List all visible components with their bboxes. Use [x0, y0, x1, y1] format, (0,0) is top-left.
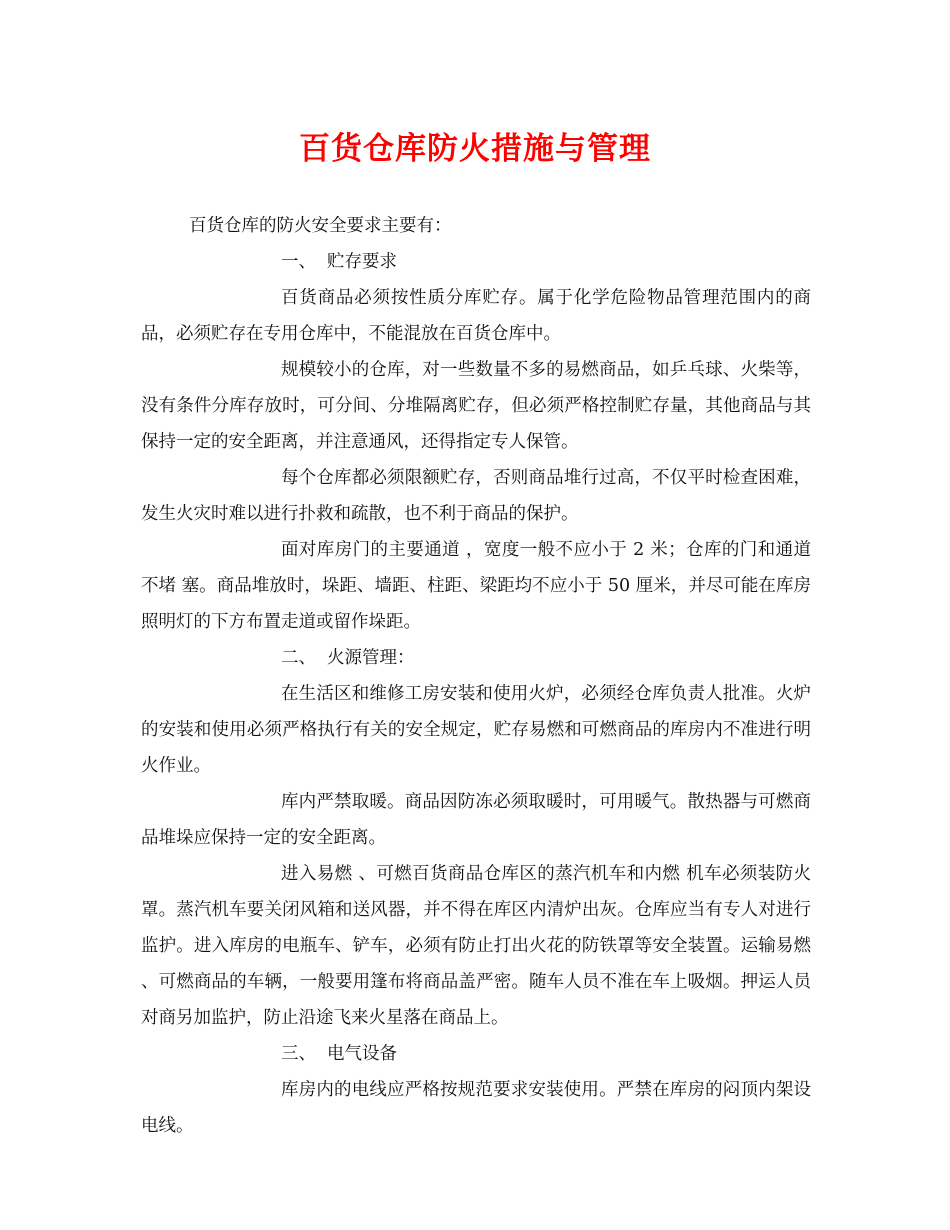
section-number: 一、	[281, 252, 316, 272]
document-title: 百货仓库防火措施与管理	[299, 131, 651, 167]
section-number: 三、	[281, 1044, 316, 1064]
body-paragraph: 每个仓库都必须限额贮存，否则商品堆行过高，不仅平时检查困难，发生火灾时难以进行扑救和疏散，也不利于商品的保护。	[141, 468, 811, 524]
body-paragraph: 库内严禁取暖。商品因防冻必须取暖时，可用暖气。散热器与可燃商品堆垛应保持一定的安全距离。	[141, 792, 811, 848]
body-paragraph: 库房内的电线应严格按规范要求安装使用。严禁在库房的闷顶内架设电线。	[141, 1080, 811, 1136]
body-paragraph: 进入易燃 、可燃百货商品仓库区的蒸汽机车和内燃 机车必须装防火罩。蒸汽机车要关闭风箱和送风器，并不得在库区内清炉出灰。仓库应当有专人对进行监护。进入库房的电瓶车、铲车，必须有防止打出火花的防铁罩等安全装置。运输易燃 、可燃商品的车辆，一般要用篷布将商品盖严密。随车人员不准在车上吸烟。押运人员对商另加监护，防止沿途飞来火星落在商品上。	[141, 864, 811, 1028]
section-number: 二、	[281, 648, 316, 668]
body-paragraph: 百货商品必须按性质分库贮存。属于化学危险物品管理范围内的商品，必须贮存在专用仓库中，不能混放在百货仓库中。	[141, 288, 811, 344]
section-title: 火源管理：	[327, 648, 415, 668]
intro-paragraph: 百货仓库的防火安全要求主要有：	[189, 216, 452, 236]
section-heading-storage	[141, 244, 811, 280]
body-paragraph: 面对库房门的主要通道 ，宽度一般不应小于 2 米；仓库的门和通道不堵 塞。商品堆放时，垛距、墙距、柱距、梁距均不应小于 50 厘米，并尽可能在库房照明灯的下方布置走道或留作垛距。	[141, 540, 811, 632]
body-paragraph: 在生活区和维修工房安装和使用火炉，必须经仓库负责人批准。火炉的安装和使用必须严格执行有关的安全规定，贮存易燃和可燃商品的库房内不准进行明火作业。	[141, 684, 811, 776]
section-title: 贮存要求	[327, 252, 397, 272]
document-body	[141, 208, 811, 1144]
body-paragraph: 规模较小的仓库，对一些数量不多的易燃商品，如乒乓球、火柴等，没有条件分库存放时，可分间、分堆隔离贮存，但必须严格控制贮存量，其他商品与其保持一定的安全距离，并注意通风，还得指定专人保管。	[141, 360, 811, 452]
section-heading-electrical	[141, 1036, 811, 1072]
section-title: 电气设备	[327, 1044, 397, 1064]
section-heading-fire-source	[141, 640, 811, 676]
